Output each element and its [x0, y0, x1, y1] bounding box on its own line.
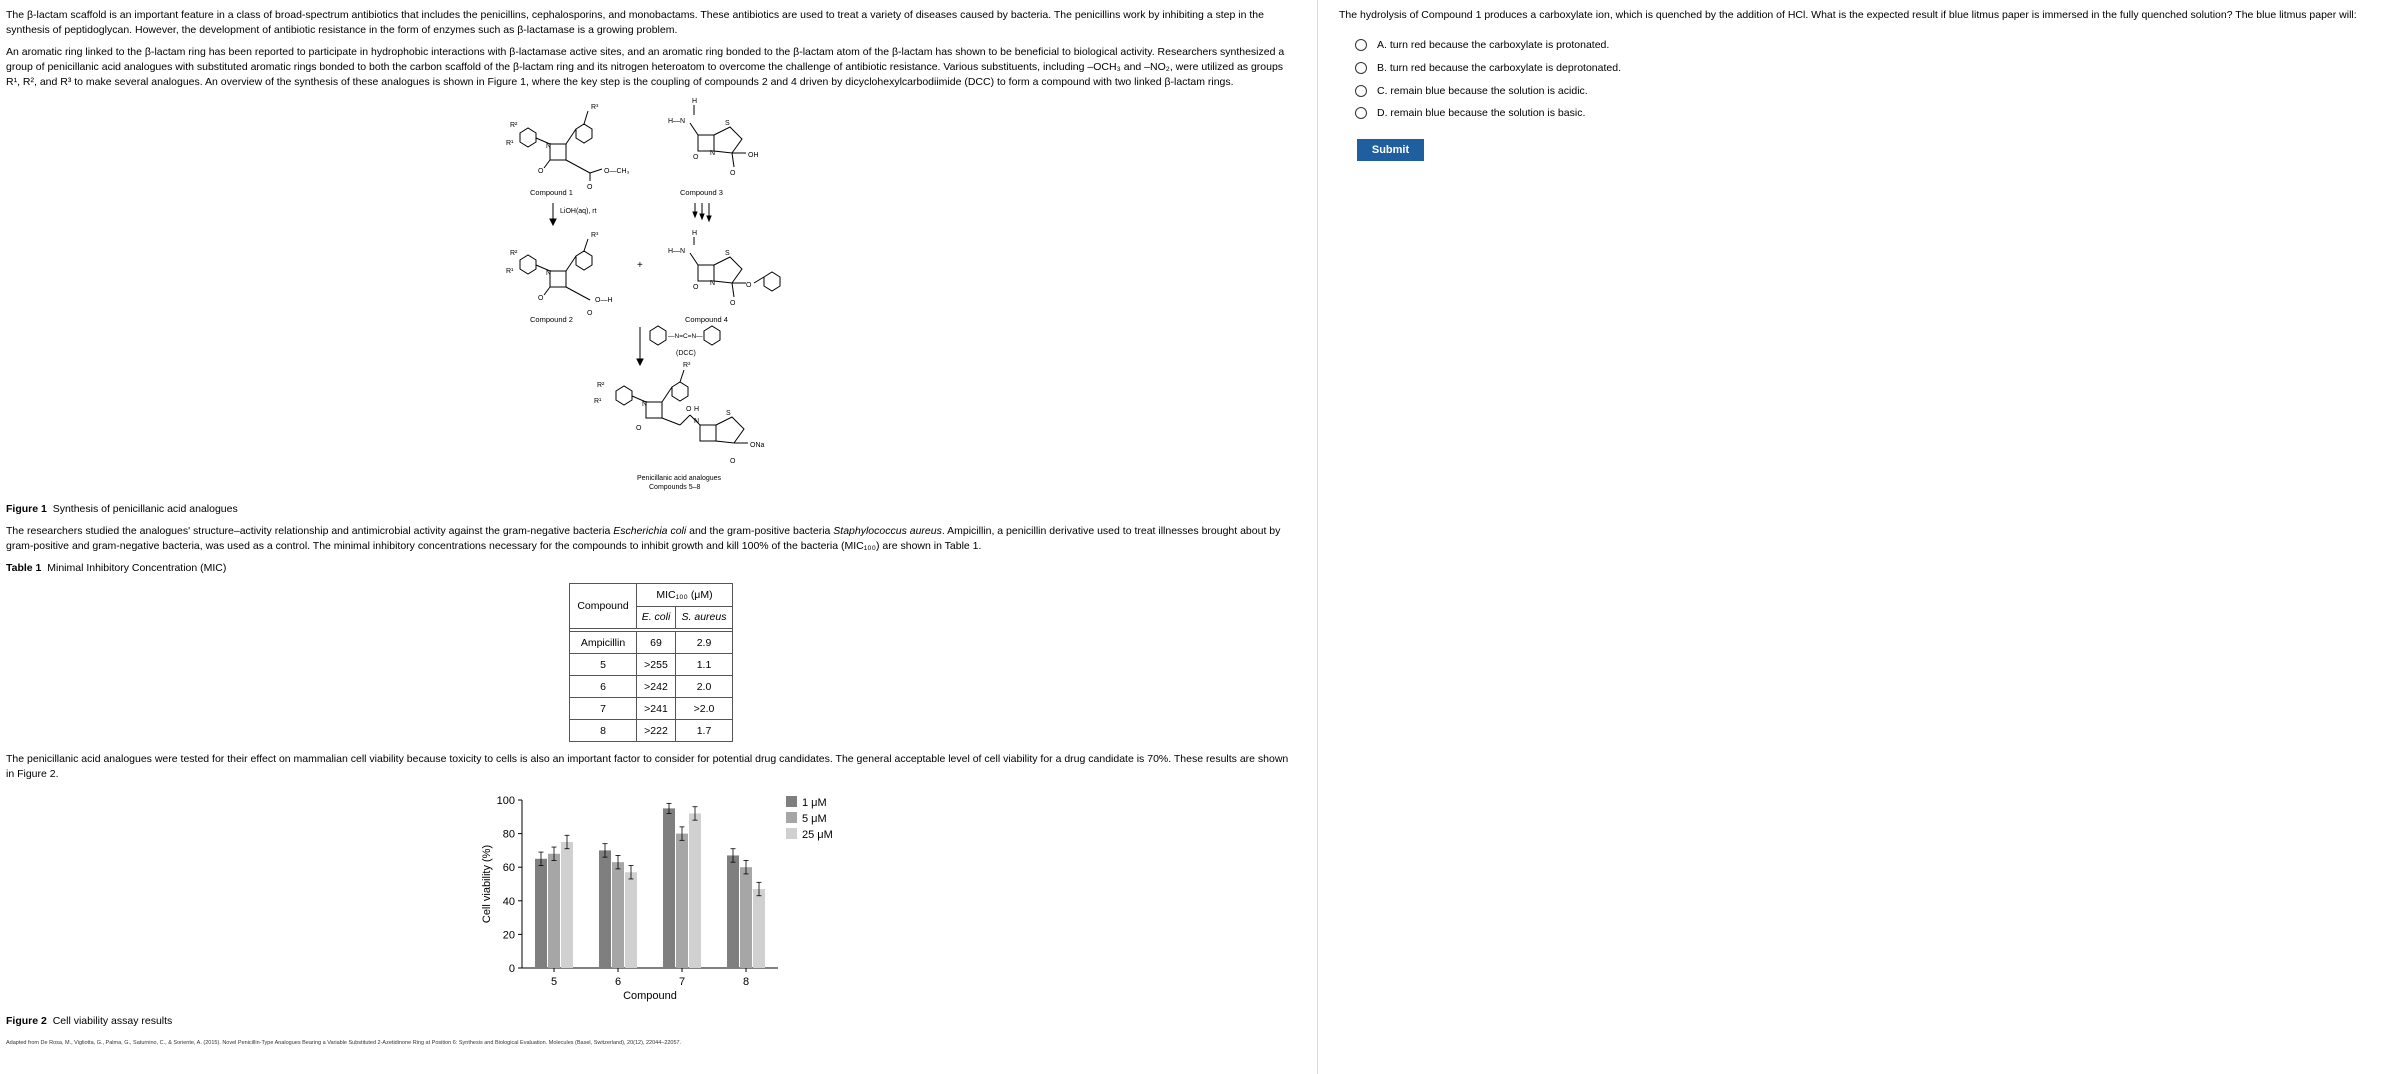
dcc-ring-left [650, 326, 666, 345]
svg-text:O: O [538, 295, 544, 302]
svg-text:H: H [692, 230, 698, 237]
svg-text:H: H [694, 406, 700, 413]
answer-option-a[interactable] [1355, 37, 1609, 53]
bar [689, 813, 701, 968]
table-1-caption-text: Minimal Inhibitory Concentration (MIC) [47, 562, 227, 574]
col-header-saureus: S. aureus [676, 606, 733, 629]
table-1-caption [6, 561, 226, 575]
svg-text:R³: R³ [683, 362, 691, 369]
svg-text:O—H: O—H [595, 297, 613, 304]
bar [740, 867, 752, 968]
svg-text:O: O [636, 425, 642, 432]
figure-1-caption [6, 502, 238, 516]
svg-text:O: O [746, 282, 752, 289]
svg-text:S: S [725, 120, 730, 127]
svg-text:O: O [686, 406, 692, 413]
compound-3-label: Compound 3 [680, 188, 723, 197]
svg-text:N: N [710, 150, 716, 157]
hydrolysis-reagent: LiOH(aq), rt [560, 208, 597, 215]
col-header-compound: Compound [570, 584, 637, 629]
product-structure [594, 362, 765, 465]
svg-text:R¹: R¹ [506, 268, 514, 275]
svg-text:O: O [693, 154, 699, 161]
legend-swatch [786, 796, 797, 807]
passage-paragraph-3: The researchers studied the analogues' structure–activity relationship and antimicrobial activity against the gram-negative bacteria Escherichia coli and the gram-positive bacteria Staphylococcus aureus. Ampicillin, a penicillin derivative used to treat illnesses brought about by gram-positive and gram-negative bacteria, was used as a control. The minimal inhibitory concentrations necessary for the compounds to inhibit growth and kill 100% of the bacteria (MIC₁₀₀) are shown in Table 1. [6, 525, 1281, 552]
svg-text:R³: R³ [591, 104, 599, 111]
reference-citation: Adapted from De Rosa, M., Vigliotta, G., Palma, G., Saturnino, C., & Soriente, A. (2015). Novel Penicillin-Type Analogues Bearing a Variable Substituted 2-Azetidinone Ring at Position 6: Synthesis and Biological Evaluation. Molecules (Basel, Switzerland), 20(12), 22044–22057. [6, 1040, 682, 1046]
x-tick-label: 7 [678, 976, 686, 988]
mic-table [569, 583, 733, 742]
y-tick-label: 80 [502, 828, 515, 841]
answer-option-label: D. remain blue because the solution is basic. [1377, 107, 1586, 119]
svg-text:R³: R³ [591, 232, 599, 239]
svg-text:O: O [730, 300, 736, 307]
radio-button[interactable] [1355, 107, 1367, 119]
x-tick-label: 5 [550, 976, 558, 988]
product-label-line1: Penicillanic acid analogues [637, 475, 722, 482]
svg-text:O: O [587, 184, 593, 191]
y-tick-label: 0 [508, 963, 515, 975]
bar [548, 854, 560, 968]
legend-swatch [786, 812, 797, 823]
figure-1-caption-text: Synthesis of penicillanic acid analogues [52, 503, 238, 515]
svg-text:O: O [587, 310, 593, 317]
x-tick-label: 6 [614, 976, 622, 988]
plus-sign: + [637, 260, 643, 271]
x-axis-label: Compound [623, 990, 677, 1002]
y-tick-label: 40 [502, 895, 515, 908]
table-row: Ampicillin 69 2.9 [570, 632, 733, 654]
bar [676, 834, 688, 968]
compound-2-label: Compound 2 [530, 315, 573, 324]
svg-text:S: S [726, 410, 731, 417]
compound-4-structure [668, 230, 780, 307]
legend-label: 25 μM [802, 829, 833, 841]
y-axis-label: Cell viability (%) [481, 844, 493, 924]
compound-1-label: Compound 1 [530, 188, 573, 197]
bar [753, 889, 765, 968]
bar [625, 872, 637, 968]
svg-text:N: N [642, 401, 648, 408]
svg-text:O: O [730, 458, 736, 465]
question-stem: The hydrolysis of Compound 1 produces a carboxylate ion, which is quenched by the addition of HCl. What is the expected result if blue litmus paper is immersed in the fully quenched solution? The blue litmus paper will: [1339, 9, 2357, 21]
svg-text:N: N [710, 280, 716, 287]
svg-text:N: N [546, 143, 552, 150]
svg-text:R²: R² [510, 250, 518, 257]
table-row: 8 >222 1.7 [570, 720, 733, 742]
svg-text:O: O [693, 284, 699, 291]
figure-2-label: Figure 2 [6, 1015, 47, 1027]
y-tick-label: 20 [502, 929, 515, 942]
figure-2-caption [6, 1014, 172, 1028]
cell-viability-chart [470, 790, 850, 1010]
bar [727, 855, 739, 968]
svg-text:—N=C=N—: —N=C=N— [668, 333, 703, 340]
col-header-mic: MIC₁₀₀ (μM) [637, 584, 733, 607]
table-row: 6 >242 2.0 [570, 676, 733, 698]
col-header-ecoli: E. coli [637, 606, 676, 629]
bar [535, 859, 547, 968]
answer-option-label: C. remain blue because the solution is acidic. [1377, 85, 1588, 97]
compound-3-structure [668, 98, 759, 177]
table-1-label: Table 1 [6, 562, 42, 574]
svg-text:O—CH₃: O—CH₃ [604, 168, 630, 175]
svg-text:H—N: H—N [668, 248, 686, 255]
radio-button[interactable] [1355, 39, 1367, 51]
svg-text:S: S [725, 250, 730, 257]
dcc-label: (DCC) [676, 350, 696, 357]
radio-button[interactable] [1355, 62, 1367, 74]
answer-option-label: A. turn red because the carboxylate is protonated. [1377, 39, 1610, 51]
svg-text:O: O [730, 170, 736, 177]
svg-text:ONa: ONa [750, 442, 765, 449]
svg-text:R²: R² [510, 122, 518, 129]
figure-1-label: Figure 1 [6, 503, 47, 515]
passage-paragraph-4: The penicillanic acid analogues were tested for their effect on mammalian cell viability because toxicity to cells is also an important factor to consider for potential drug candidates. The general acceptable level of cell viability for a drug candidate is 70%. These results are shown in Figure 2. [6, 753, 1289, 780]
x-tick-label: 8 [742, 976, 750, 988]
dcc-ring-right [704, 326, 720, 345]
svg-text:N: N [694, 418, 700, 425]
answer-option-b[interactable] [1355, 60, 1621, 76]
radio-button[interactable] [1355, 85, 1367, 97]
svg-text:H: H [692, 98, 698, 105]
svg-text:N: N [546, 270, 552, 277]
passage-paragraph-2: An aromatic ring linked to the β-lactam ring has been reported to participate in hydrophobic interactions with β-lactamase active sites, and an aromatic ring bonded to the β-lactam atom of the β-lactam has shown to be beneficial to biological activity. Researchers synthesized a group of penicillanic acid analogues with substituted aromatic rings bonded to both the carbon scaffold of the β-lactam ring and its nitrogen heteroatom to overcome the challenge of antibiotic resistance. Various substituents, including –OCH₃ and –NO₂, were utilized as groups R¹, R², and R³ to make several analogues. An overview of the synthesis of these analogues is shown in Figure 1, where the key step is the coupling of compounds 2 and 4 driven by dicyclohexylcarbodiimide (DCC) to form a compound with two linked β-lactam rings. [6, 46, 1285, 88]
synthesis-scheme [480, 95, 840, 495]
table-row: 7 >241 >2.0 [570, 698, 733, 720]
legend-label: 1 μM [802, 797, 827, 809]
passage-paragraph-1: The β-lactam scaffold is an important feature in a class of broad-spectrum antibiotics that includes the penicillins, cephalosporins, and monobactams. These antibiotics are used to treat a variety of diseases caused by bacteria. The penicillins work by inhibiting a step in the synthesis of peptidoglycan. However, the development of antibiotic resistance in the form of enzymes such as β-lactamase is a growing problem. [6, 9, 1264, 36]
compound-1-structure [506, 104, 630, 191]
svg-text:R²: R² [597, 382, 605, 389]
product-label-line2: Compounds 5–8 [649, 484, 701, 491]
bar [663, 808, 675, 968]
legend-swatch [786, 828, 797, 839]
submit-button[interactable]: Submit [1357, 139, 1424, 161]
svg-text:H—N: H—N [668, 118, 686, 125]
svg-text:R¹: R¹ [506, 140, 514, 147]
y-tick-label: 60 [502, 862, 515, 875]
bar [599, 850, 611, 968]
bar [612, 862, 624, 968]
answer-option-label: B. turn red because the carboxylate is deprotonated. [1377, 62, 1621, 74]
legend-label: 5 μM [802, 813, 827, 825]
svg-text:OH: OH [748, 152, 759, 159]
figure-2-caption-text: Cell viability assay results [52, 1015, 173, 1027]
question-panel [1319, 0, 2383, 1074]
answer-option-c[interactable] [1355, 83, 1588, 99]
answer-option-d[interactable] [1355, 105, 1585, 121]
svg-text:R¹: R¹ [594, 398, 602, 405]
table-row: 5 >255 1.1 [570, 654, 733, 676]
svg-text:O: O [538, 168, 544, 175]
compound-4-label: Compound 4 [685, 315, 728, 324]
bar [561, 842, 573, 968]
compound-2-structure [506, 232, 613, 317]
y-tick-label: 100 [496, 795, 515, 807]
